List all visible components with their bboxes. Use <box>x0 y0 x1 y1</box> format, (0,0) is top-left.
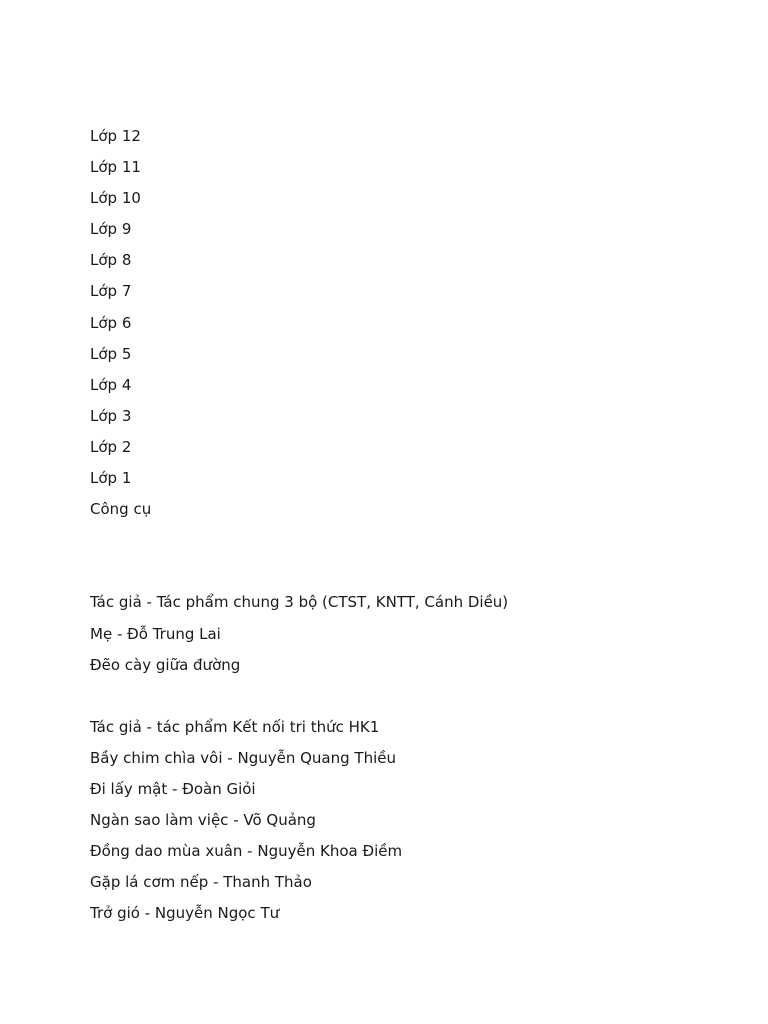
grade-link-12[interactable]: Lớp 12 <box>90 127 141 145</box>
grade-link-4[interactable]: Lớp 4 <box>90 375 132 394</box>
grade-link-9[interactable]: Lớp 9 <box>90 220 132 239</box>
grade-link-2[interactable]: Lớp 2 <box>90 437 132 456</box>
tools-link[interactable]: Công cụ <box>90 500 152 519</box>
grade-menu <box>90 121 730 525</box>
work-link[interactable]: Gặp lá cơm nếp - Thanh Thảo <box>90 873 312 892</box>
section-common-works <box>90 587 730 680</box>
grade-link-7[interactable]: Lớp 7 <box>90 282 132 301</box>
section-heading: Tác giả - Tác phẩm chung 3 bộ (CTST, KNTT, Cánh Diều) <box>90 593 509 612</box>
grade-link-8[interactable]: Lớp 8 <box>90 251 132 270</box>
work-link[interactable]: Đồng dao mùa xuân - Nguyễn Khoa Điềm <box>90 842 403 861</box>
spacer <box>90 681 730 712</box>
grade-link-3[interactable]: Lớp 3 <box>90 406 132 425</box>
grade-link-5[interactable]: Lớp 5 <box>90 344 132 363</box>
grade-link-10[interactable]: Lớp 10 <box>90 189 141 208</box>
grade-link-1[interactable]: Lớp 1 <box>90 469 132 488</box>
section-kntt-works <box>90 712 730 930</box>
work-link[interactable]: Ngàn sao làm việc - Võ Quảng <box>90 811 316 830</box>
spacer <box>90 525 730 587</box>
grade-link-11[interactable]: Lớp 11 <box>90 158 141 177</box>
work-link[interactable]: Bầy chim chìa vôi - Nguyễn Quang Thiều <box>90 748 396 767</box>
work-link[interactable]: Mẹ - Đỗ Trung Lai <box>90 624 221 643</box>
work-link[interactable]: Đẽo cày giữa đường <box>90 655 241 674</box>
work-link[interactable]: Trở gió - Nguyễn Ngọc Tư <box>90 904 280 923</box>
work-link[interactable]: Đi lấy mật - Đoàn Giỏi <box>90 779 256 798</box>
document-page <box>90 121 730 929</box>
section-heading: Tác giả - tác phẩm Kết nối tri thức HK1 <box>90 717 380 736</box>
grade-link-6[interactable]: Lớp 6 <box>90 313 132 332</box>
